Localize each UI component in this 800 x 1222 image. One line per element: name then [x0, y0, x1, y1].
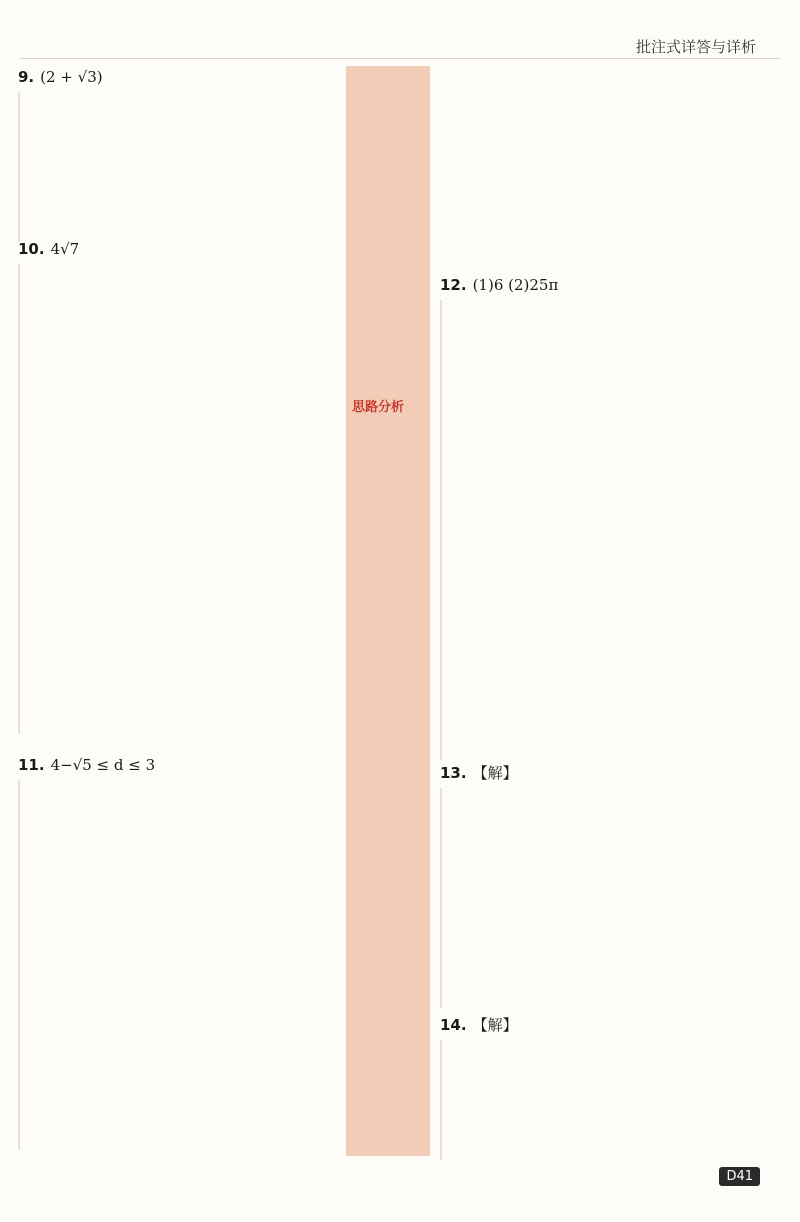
problem-answer: (1)6 (2)25π: [472, 276, 559, 294]
problem-number: 9.: [18, 68, 35, 86]
solution-body-untranscribed: [440, 300, 770, 760]
problem-heading: [440, 762, 770, 784]
solution-body-untranscribed: [18, 780, 340, 1150]
problem-answer: (2 + √3): [40, 68, 103, 86]
problem-number: 12.: [440, 276, 467, 294]
running-header: 批注式详答与详析: [635, 38, 756, 56]
left-column: [18, 66, 340, 1166]
problem-11: [18, 754, 340, 1150]
solution-body-untranscribed: [440, 1040, 770, 1160]
sidebar-title: 思路分析: [352, 400, 405, 415]
problem-number: 10.: [18, 240, 45, 258]
right-column: [440, 66, 770, 1166]
problem-answer: 4−√5 ≤ d ≤ 3: [50, 756, 156, 774]
problem-13: [440, 762, 770, 1008]
problem-12: [440, 274, 770, 760]
problem-answer: 4√7: [50, 240, 80, 258]
problem-heading: [18, 238, 340, 260]
problem-number: 13.: [440, 764, 467, 782]
problem-14: [440, 1014, 770, 1160]
problem-heading: [18, 754, 340, 776]
problem-heading: [440, 1014, 770, 1036]
problem-9: [18, 66, 340, 242]
problem-number: 14.: [440, 1016, 467, 1034]
page-number: D41: [719, 1167, 760, 1186]
solution-body-untranscribed: [440, 788, 770, 1008]
problem-number: 11.: [18, 756, 45, 774]
problem-heading: [18, 66, 340, 88]
header-rule: [20, 58, 780, 59]
sidebar-body-untranscribed: [350, 422, 426, 1022]
problem-answer: 【解】: [472, 1016, 518, 1034]
solution-body-untranscribed: [18, 264, 340, 734]
problem-answer: 【解】: [472, 764, 518, 782]
margin-sidebar: [346, 66, 430, 1156]
problem-10: [18, 238, 340, 734]
solution-body-untranscribed: [18, 92, 340, 242]
problem-heading: [440, 274, 770, 296]
